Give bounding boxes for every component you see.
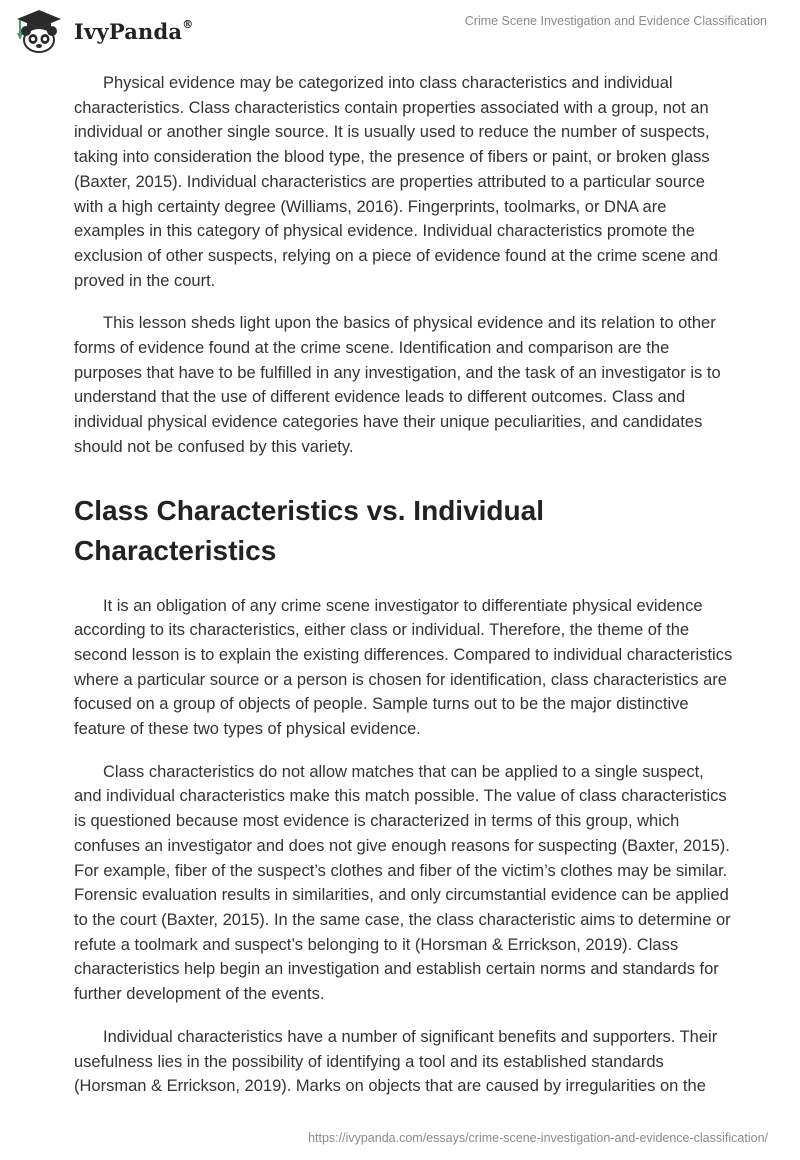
paragraph: It is an obligation of any crime scene investigator to differentiate physical evidence according to its characteristics, either class or individual. Therefore, the theme of the second lesson is to explain the existing differences. Compared to individual characteristics where a particular source or a person is chosen for identification, class characteristics are focused on a group of objects of people. Sample turns out to be the major distinctive feature of these two types of physical evidence.	[74, 596, 733, 739]
section-heading: Class Characteristics vs. Individual Characteristics	[74, 494, 544, 566]
article-body	[74, 71, 734, 1117]
paragraph: Class characteristics do not allow matches that can be applied to a single suspect, and individual characteristics make this match possible. The value of class characteristics is questioned because most evidence is characterized in terms of this group, which confuses an investigator and does not give enough reasons for suspecting (Baxter, 2015). For example, fiber of the suspect’s clothes and fiber of the victim’s clothes may be similar. Forensic evaluation results in similarities, and only circumstantial evidence can be applied to the court (Baxter, 2015). In the same case, the class characteristic aims to determine or refute a toolmark and suspect’s belonging to it (Horsman & Errickson, 2019). Class characteristics help begin an investigation and establish certain norms and standards for further development of the events.	[74, 762, 731, 1004]
paragraph: Physical evidence may be categorized into class characteristics and individual characteristics. Class characteristics contain properties associated with a group, not an individual or another single source. It is usually used to reduce the number of suspects, taking into consideration the blood type, the presence of fibers or paint, or broken glass (Baxter, 2015). Individual characteristics are properties attributed to a particular source with a high certainty degree (Williams, 2016). Fingerprints, toolmarks, or DNA are examples in this category of physical evidence. Individual characteristics promote the exclusion of other suspects, relying on a piece of evidence found at the crime scene and proved in the court.	[74, 74, 718, 290]
logo-text: IvyPanda®	[74, 17, 194, 44]
document-title: Crime Scene Investigation and Evidence Classification	[464, 14, 767, 28]
logo[interactable]	[14, 8, 193, 54]
paragraph: Individual characteristics have a number of significant benefits and supporters. Their usefulness lies in the possibility of identifying a tool and its established standards (Horsman & Errickson, 2019). Marks on objects that are caused by irregularities on the	[74, 1027, 718, 1096]
registered-mark: ®	[182, 17, 194, 31]
page-header	[0, 0, 800, 60]
source-url[interactable]: https://ivypanda.com/essays/crime-scene-investigation-and-evidence-classification/	[308, 1131, 768, 1145]
panda-graduate-logo-icon	[14, 8, 64, 54]
paragraph: This lesson sheds light upon the basics of physical evidence and its relation to other forms of evidence found at the crime scene. Identification and comparison are the purposes that have to be fulfilled in any investigation, and the task of an investigator is to understand that the use of different evidence leads to different outcomes. Class and individual physical evidence categories have their unique peculiarities, and candidates should not be confused by this variety.	[74, 314, 721, 456]
